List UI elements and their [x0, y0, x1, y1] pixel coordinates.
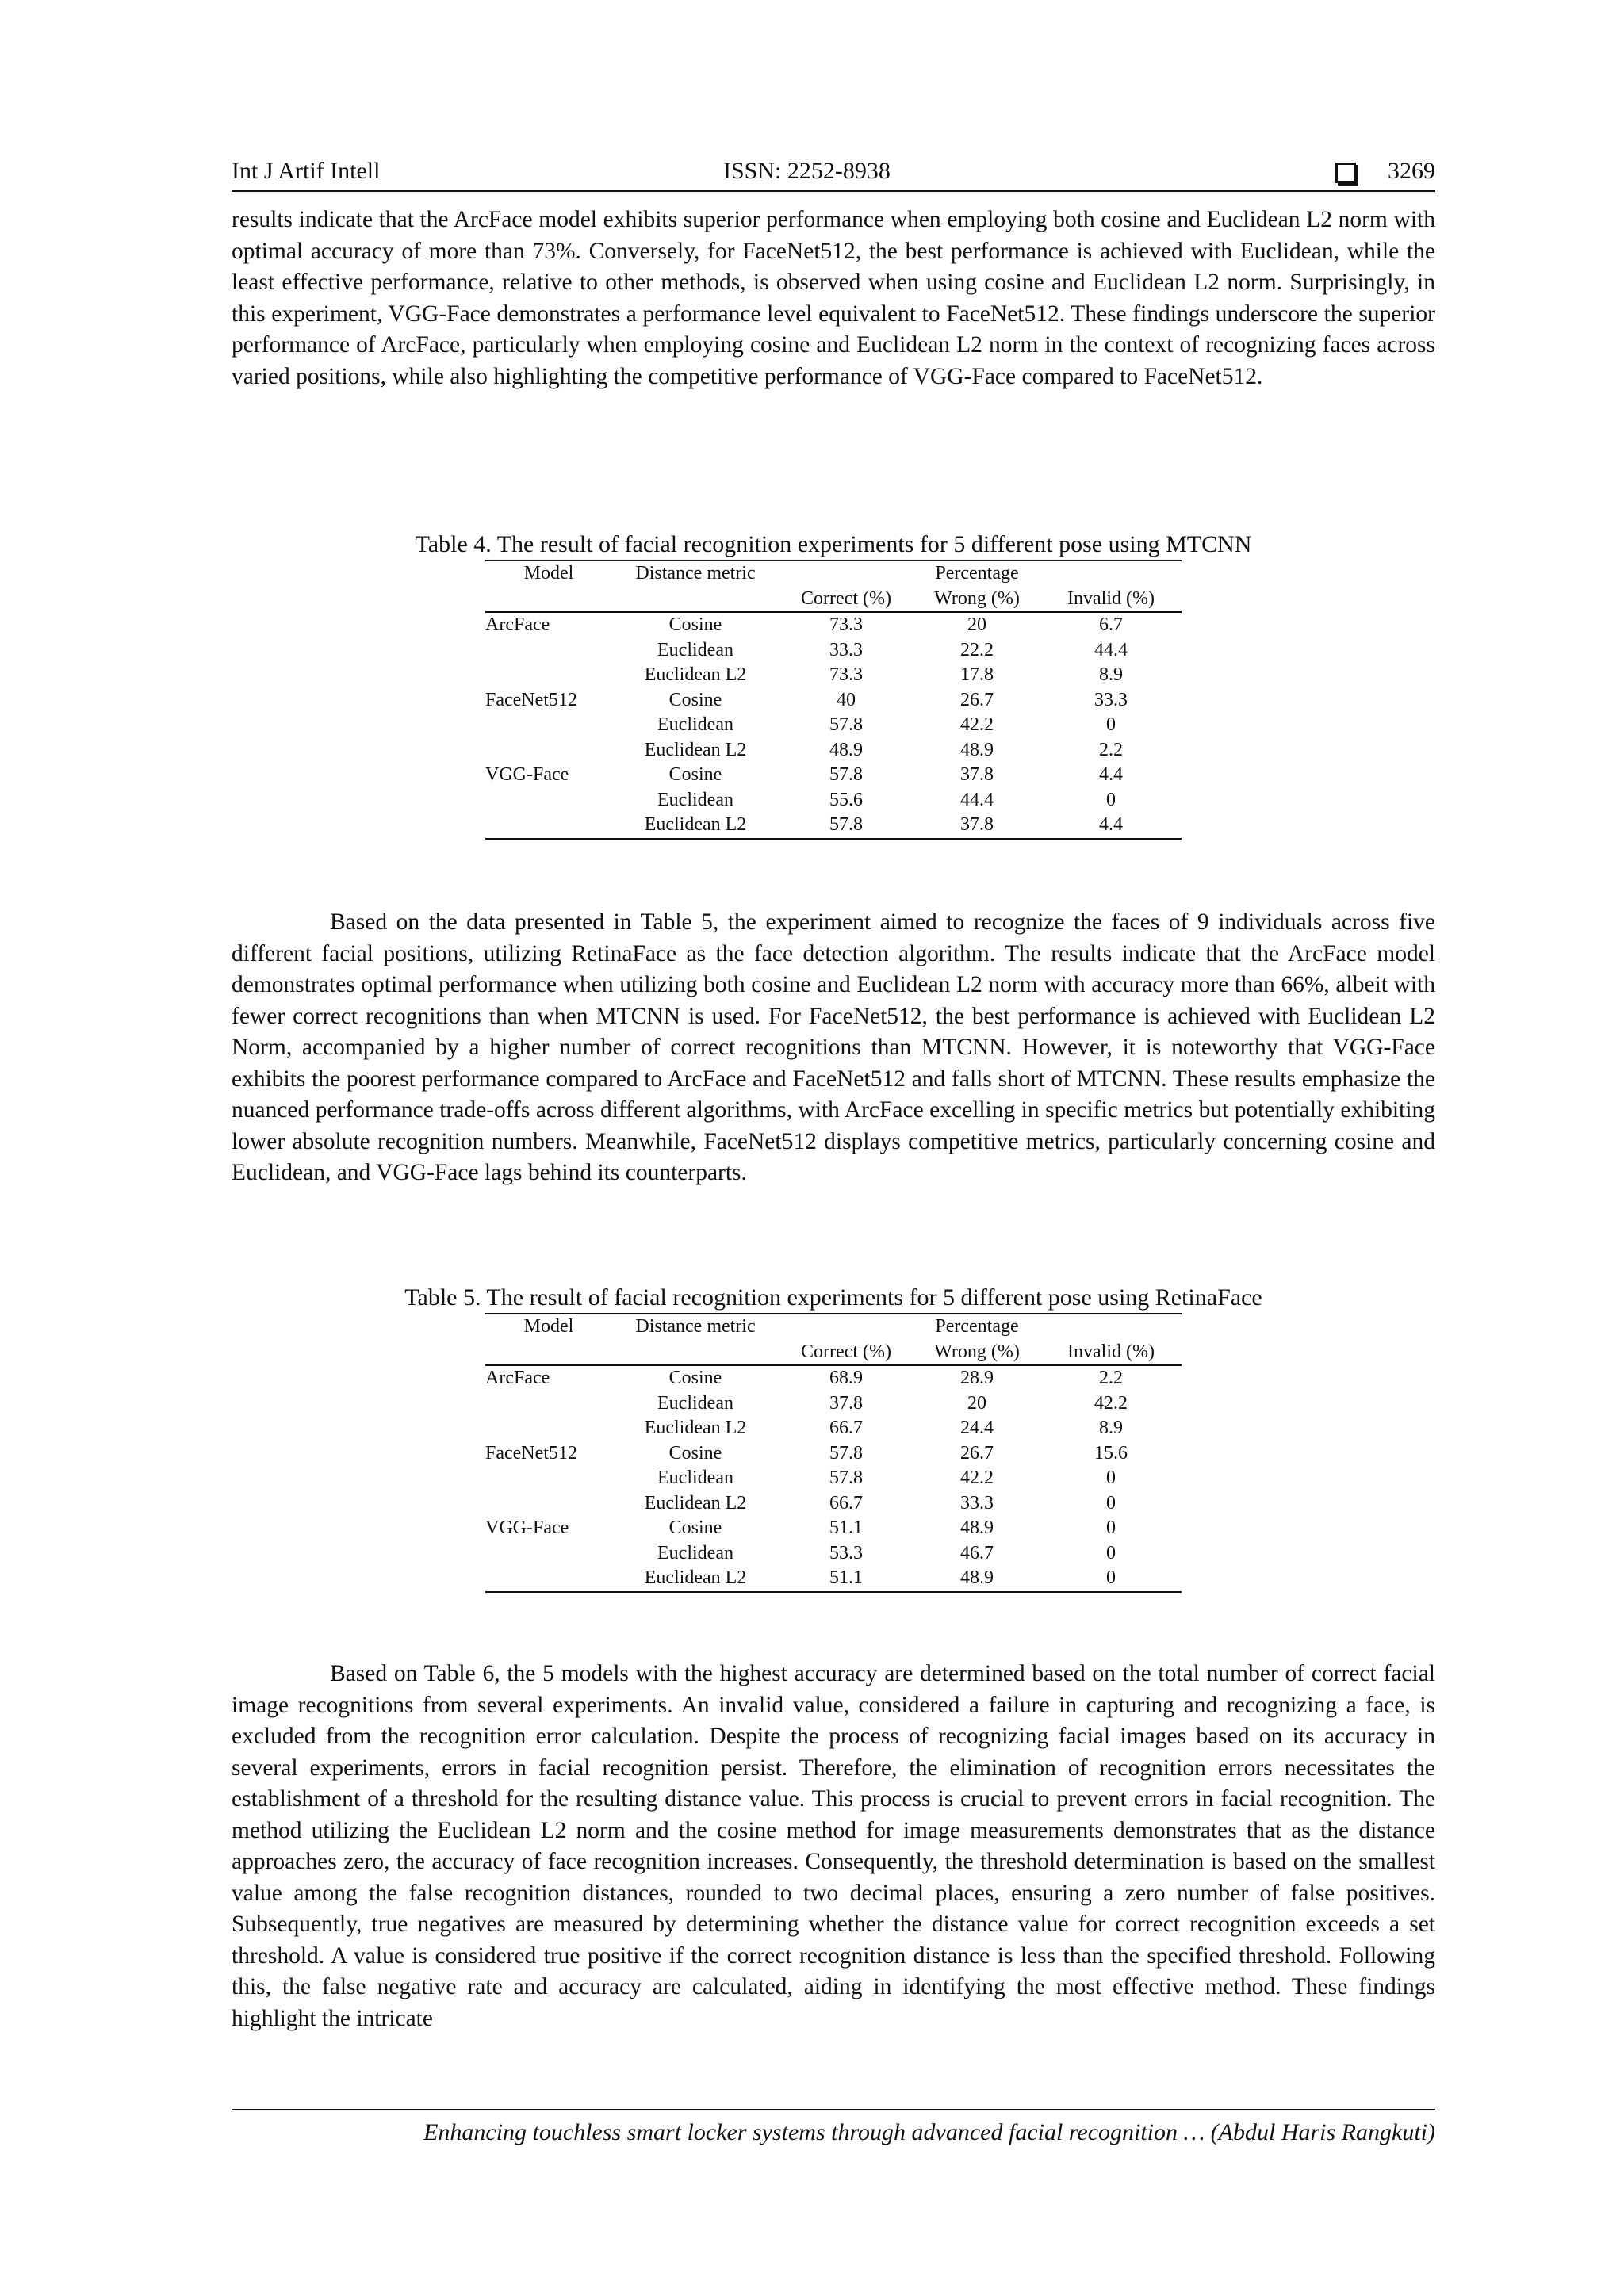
table-5-caption: Table 5. The result of facial recognition experiments for 5 different pose using RetinaFace: [404, 1284, 1262, 1311]
cell-invalid: 4.4: [1040, 813, 1182, 839]
page-number-group: [1335, 155, 1435, 187]
cell-distance-metric: Euclidean: [657, 1542, 733, 1563]
cell-correct: 66.7: [829, 1492, 863, 1513]
cell-correct: 57.8: [829, 714, 863, 735]
header-correct: Correct (%): [779, 587, 914, 613]
cell-distance-metric: Euclidean L2: [644, 739, 747, 760]
cell-invalid: 2.2: [1099, 1368, 1123, 1388]
table-row: [485, 1541, 1182, 1567]
cell-distance-metric: Euclidean: [657, 1468, 733, 1488]
cell-distance-metric: Cosine: [668, 689, 722, 710]
cell-correct: 55.6: [829, 789, 863, 810]
cell-correct: 73.3: [829, 664, 863, 685]
cell-correct: 57.8: [829, 1468, 863, 1488]
cell-wrong: 22.2: [960, 639, 994, 660]
paper-page: [232, 0, 1435, 2296]
table-row: [485, 638, 1182, 664]
cell-wrong: 26.7: [960, 689, 994, 710]
running-header: [232, 155, 1435, 192]
table-row: [485, 612, 1182, 638]
cell-invalid: 4.4: [1099, 764, 1123, 785]
cell-wrong: 42.2: [960, 1468, 994, 1488]
cell-distance-metric: Euclidean: [657, 1392, 733, 1414]
cell-correct: 57.8: [779, 813, 914, 839]
cell-wrong: 37.8: [960, 764, 994, 785]
cell-wrong: 48.9: [960, 739, 994, 760]
cell-wrong: 20: [967, 614, 986, 635]
cell-invalid: 6.7: [1099, 614, 1123, 635]
cell-model: [485, 713, 612, 738]
cell-wrong: 20: [967, 1392, 986, 1414]
cell-invalid: 0: [1106, 1542, 1116, 1563]
cell-correct: 53.3: [829, 1542, 863, 1563]
cell-model: FaceNet512: [485, 689, 577, 710]
header-percentage: Percentage: [914, 1314, 1040, 1340]
cell-wrong: 28.9: [960, 1368, 994, 1388]
header-distance-metric: Distance metric: [612, 1314, 779, 1340]
cell-correct: 37.8: [829, 1392, 863, 1414]
table-4-caption: Table 4. The result of facial recognition experiments for 5 different pose using MTCNN: [415, 531, 1252, 557]
cell-invalid: 0: [1106, 1492, 1116, 1513]
paragraph-1: results indicate that the ArcFace model exhibits superior performance when employing both cosine and Euclidean L2 norm with optimal accuracy of more than 73%. Conversely, for FaceNet512, the best performance is achieved with Euclidean, while the least effective performance, relative to other methods, is observed when using cosine and Euclidean L2 norm. Surprisingly, in this experiment, VGG-Face demonstrates a performance level equivalent to FaceNet512. These findings underscore the superior performance of ArcFace, particularly when employing cosine and Euclidean L2 norm in the context of recognizing faces across varied positions, while also highlighting the competitive performance of VGG-Face compared to FaceNet512.: [232, 207, 1435, 389]
cell-wrong: 37.8: [914, 813, 1040, 839]
cell-wrong: 42.2: [960, 714, 994, 735]
header-model: Model: [485, 561, 612, 587]
cell-invalid: 33.3: [1094, 689, 1128, 710]
cell-model: [485, 738, 612, 763]
paragraph-2: Based on the data presented in Table 5, the experiment aimed to recognize the faces of 9 individuals across five different facial positions, utilizing RetinaFace as the face detection algorithm. The results indicate that the ArcFace model demonstrates optimal performance when utilizing both cosine and Euclidean L2 norm with accuracy more than 66%, albeit with fewer correct recognitions than when MTCNN is used. For FaceNet512, the best performance is achieved with Euclidean L2 Norm, accompanied by a higher number of correct recognitions than MTCNN. However, it is noteworthy that VGG-Face exhibits the poorest performance compared to ArcFace and FaceNet512 and falls short of MTCNN. These results emphasize the nuanced performance trade-offs across different algorithms, with ArcFace excelling in specific metrics but potentially exhibiting lower absolute recognition numbers. Meanwhile, FaceNet512 displays competitive metrics, particularly concerning cosine and Euclidean, and VGG-Face lags behind its counterparts.: [232, 909, 1435, 1185]
cell-wrong: 48.9: [960, 1517, 994, 1538]
cell-model: [485, 1566, 612, 1592]
cell-distance-metric: Cosine: [668, 764, 722, 785]
cell-invalid: 44.4: [1094, 639, 1128, 660]
header-correct: Correct (%): [779, 1340, 914, 1366]
header-wrong: Wrong (%): [914, 1340, 1040, 1366]
table-row: [485, 688, 1182, 714]
table-5: [485, 1313, 1182, 1593]
cell-invalid: 0: [1106, 714, 1116, 735]
paragraph-3: Based on Table 6, the 5 models with the highest accuracy are determined based on the total number of correct facial image recognitions from several experiments. An invalid value, considered a failure in capturing and recognizing a face, is excluded from the recognition error calculation. Despite the process of recognizing facial images based on its accuracy in several experiments, errors in facial recognition persist. Therefore, the elimination of recognition errors necessitates the establishment of a threshold for the resulting distance value. This process is crucial to prevent errors in facial recognition. The method utilizing the Euclidean L2 norm and the cosine method for image measurements demonstrates that as the distance approaches zero, the accuracy of face recognition increases. Consequently, the threshold determination is based on the smallest value among the false recognition distances, rounded to two decimal places, ensuring a zero number of false positives. Subsequently, true negatives are measured by determining whether the distance value for correct recognition exceeds a set threshold. A value is considered true positive if the correct recognition distance is less than the specified threshold. Following this, the false negative rate and accuracy are calculated, aiding in identifying the most effective method. These findings highlight the intricate: [232, 1661, 1435, 2031]
header-percentage: Percentage: [914, 561, 1040, 587]
cell-model: [485, 1416, 612, 1441]
cell-model: VGG-Face: [485, 1517, 569, 1538]
cell-correct: 48.9: [829, 739, 863, 760]
cell-wrong: 33.3: [960, 1492, 994, 1513]
cell-invalid: 0: [1106, 789, 1116, 810]
table-row: [485, 788, 1182, 813]
cell-distance-metric: Euclidean: [657, 714, 733, 735]
cell-model: [485, 663, 612, 688]
header-distance-metric: Distance metric: [612, 561, 779, 587]
cell-wrong: 44.4: [960, 789, 994, 810]
cell-model: [485, 1491, 612, 1517]
journal-name: Int J Artif Intell: [232, 158, 381, 184]
cell-model: ArcFace: [485, 614, 550, 635]
table-row: [485, 1491, 1182, 1517]
checkbox-icon: [1335, 163, 1356, 183]
cell-model: VGG-Face: [485, 764, 569, 785]
cell-distance-metric: Cosine: [668, 1368, 722, 1388]
page-number: 3269: [1388, 158, 1435, 184]
table-row: [485, 763, 1182, 788]
cell-correct: 73.3: [829, 614, 863, 635]
cell-wrong: 24.4: [960, 1418, 994, 1438]
table-4: [485, 560, 1182, 840]
header-model: Model: [485, 1314, 612, 1340]
cell-distance-metric: Euclidean L2: [644, 1418, 747, 1438]
cell-distance-metric: Cosine: [668, 614, 722, 635]
table-row: [485, 738, 1182, 763]
table-row: [485, 1365, 1182, 1391]
cell-model: ArcFace: [485, 1368, 550, 1388]
header-invalid: Invalid (%): [1040, 587, 1182, 613]
table-row: [485, 1516, 1182, 1541]
table-row: [485, 713, 1182, 738]
cell-model: [485, 1391, 612, 1417]
header-invalid: Invalid (%): [1040, 1340, 1182, 1366]
cell-distance-metric: Euclidean L2: [612, 1566, 779, 1592]
issn: ISSN: 2252-8938: [723, 158, 891, 184]
table-row: [485, 1441, 1182, 1467]
cell-correct: 40: [837, 689, 856, 710]
cell-invalid: 42.2: [1094, 1392, 1128, 1414]
cell-wrong: 26.7: [960, 1442, 994, 1464]
cell-correct: 57.8: [829, 1442, 863, 1464]
cell-correct: 51.1: [779, 1566, 914, 1592]
cell-invalid: 2.2: [1099, 739, 1123, 760]
cell-correct: 33.3: [829, 639, 863, 660]
cell-wrong: 48.9: [914, 1566, 1040, 1592]
table-row: [485, 813, 1182, 839]
cell-correct: 66.7: [829, 1418, 863, 1438]
cell-invalid: 8.9: [1099, 664, 1123, 685]
cell-wrong: 46.7: [960, 1542, 994, 1563]
table-row: [485, 663, 1182, 688]
cell-distance-metric: Euclidean: [657, 789, 733, 810]
cell-model: [485, 1466, 612, 1491]
cell-model: [485, 813, 612, 839]
cell-invalid: 0: [1040, 1566, 1182, 1592]
cell-model: [485, 638, 612, 664]
cell-distance-metric: Euclidean L2: [612, 813, 779, 839]
cell-distance-metric: Euclidean: [657, 639, 733, 660]
running-footer: Enhancing touchless smart locker systems through advanced facial recognition … (Abdul Haris Rangkuti): [232, 2109, 1435, 2149]
cell-distance-metric: Euclidean L2: [644, 664, 747, 685]
cell-model: [485, 788, 612, 813]
cell-invalid: 0: [1106, 1468, 1116, 1488]
cell-correct: 68.9: [829, 1368, 863, 1388]
header-wrong: Wrong (%): [914, 587, 1040, 613]
cell-invalid: 0: [1106, 1517, 1116, 1538]
table-row: [485, 1391, 1182, 1417]
cell-model: [485, 1541, 612, 1567]
cell-wrong: 17.8: [960, 664, 994, 685]
table-row: [485, 1566, 1182, 1592]
cell-distance-metric: Cosine: [668, 1517, 722, 1538]
cell-invalid: 8.9: [1099, 1418, 1123, 1438]
table-row: [485, 1416, 1182, 1441]
cell-model: FaceNet512: [485, 1442, 577, 1464]
cell-distance-metric: Cosine: [668, 1442, 722, 1464]
cell-invalid: 15.6: [1094, 1442, 1128, 1464]
cell-correct: 51.1: [829, 1517, 863, 1538]
table-row: [485, 1466, 1182, 1491]
cell-correct: 57.8: [829, 764, 863, 785]
cell-distance-metric: Euclidean L2: [644, 1492, 747, 1513]
